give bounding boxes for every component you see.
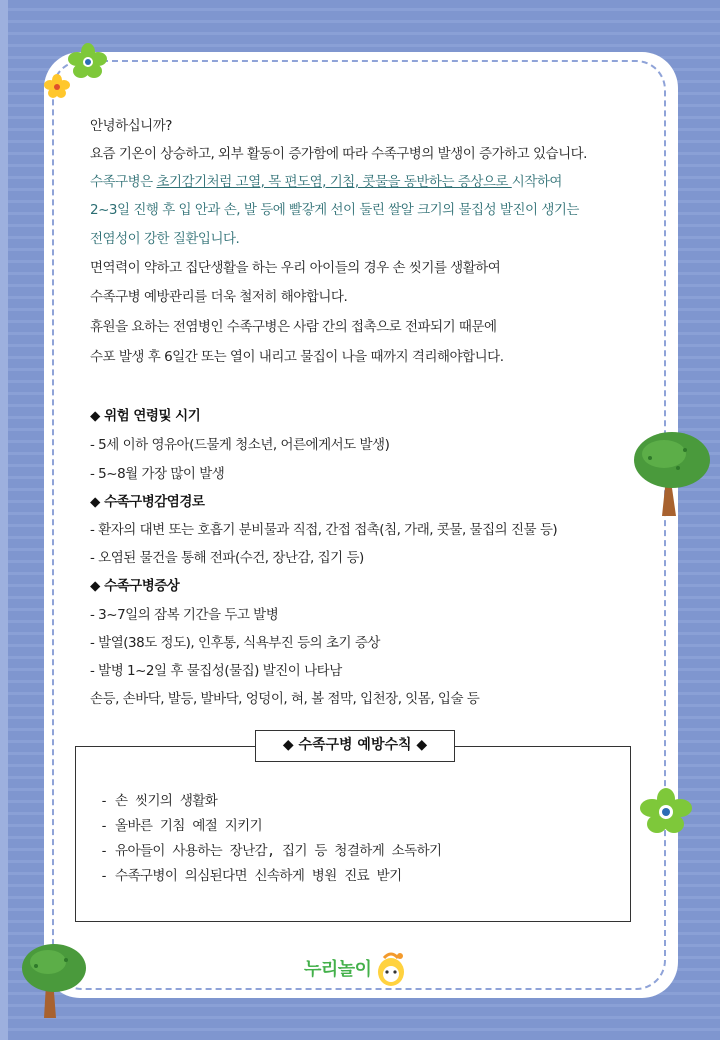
risk-item-1: - 5세 이하 영유아(드물게 청소년, 어른에게서도 발생) xyxy=(90,437,390,453)
background-edge xyxy=(0,0,8,1040)
prevention-rules-box xyxy=(75,746,631,922)
risk-item-2: - 5~8월 가장 많이 발생 xyxy=(90,466,225,482)
tree-icon xyxy=(20,940,90,1020)
symptom-item-4: 손등, 손바닥, 발등, 발바닥, 엉덩이, 혀, 볼 점막, 입천장, 잇몸, 입술 등 xyxy=(90,691,480,707)
prevention-rules-title: ◆ 수족구병 예방수칙 ◆ xyxy=(255,730,455,762)
intro-line-7: 수족구병 예방관리를 더욱 철저히 해야합니다. xyxy=(90,289,348,305)
rule-item-3: - 유아들이 사용하는 장난감, 집기 등 청결하게 소독하기 xyxy=(100,843,442,859)
nurinori-logo xyxy=(304,950,410,986)
intro-line-6: 면역력이 약하고 집단생활을 하는 우리 아이들의 경우 손 씻기를 생활하여 xyxy=(90,260,501,276)
intro-line-4: 2~3일 진행 후 입 안과 손, 발 등에 빨갛게 선이 둘린 쌀알 크기의 물집성 발진이 생기는 xyxy=(90,202,579,218)
intro-line-2: 요즘 기온이 상승하고, 외부 활동이 증가함에 따라 수족구병의 발생이 증가하고 있습니다. xyxy=(90,146,587,162)
intro-line-3-c: 시작하여 xyxy=(511,174,562,190)
rule-item-1: - 손 씻기의 생활화 xyxy=(100,793,218,809)
symptom-heading: ◆ 수족구병증상 xyxy=(90,578,180,594)
route-item-2: - 오염된 물건을 통해 전파(수건, 장난감, 집기 등) xyxy=(90,550,364,566)
rule-item-2: - 올바른 기침 예절 지키기 xyxy=(100,818,263,834)
flower-icon xyxy=(636,786,696,838)
symptom-item-2: - 발열(38도 정도), 인후통, 식욕부진 등의 초기 증상 xyxy=(90,635,380,651)
mascot-icon xyxy=(372,948,410,988)
intro-line-8: 휴원을 요하는 전염병인 수족구병은 사람 간의 접촉으로 전파되기 때문에 xyxy=(90,319,497,335)
risk-heading: ◆ 위험 연령및 시기 xyxy=(90,408,201,424)
route-heading: ◆ 수족구병감염경로 xyxy=(90,494,205,510)
intro-line-3-underlined: 초기감기처럼 고열, 목 편도염, 기침, 콧물을 동반하는 증상으로 xyxy=(156,174,512,190)
symptom-item-1: - 3~7일의 잠복 기간을 두고 발병 xyxy=(90,607,279,623)
intro-line-5: 전염성이 강한 질환입니다. xyxy=(90,231,240,247)
logo-text: 누리놀이 xyxy=(304,959,372,980)
greeting-text: 안녕하십니까? xyxy=(90,118,172,134)
intro-line-3-a: 수족구병은 xyxy=(90,174,157,190)
rule-item-4: - 수족구병이 의심된다면 신속하게 병원 진료 받기 xyxy=(100,868,402,884)
symptom-item-3: - 발병 1~2일 후 물집성(물집) 발진이 나타남 xyxy=(90,663,342,679)
flower-icon xyxy=(40,72,74,102)
intro-line-9: 수포 발생 후 6일간 또는 열이 내리고 물집이 나을 때까지 격리해야합니다. xyxy=(90,349,504,365)
route-item-1: - 환자의 대변 또는 호흡기 분비물과 직접, 간접 접촉(침, 가래, 콧물, 물집의 진물 등) xyxy=(90,522,558,538)
tree-icon xyxy=(630,428,712,520)
intro-line-3 xyxy=(90,170,562,190)
